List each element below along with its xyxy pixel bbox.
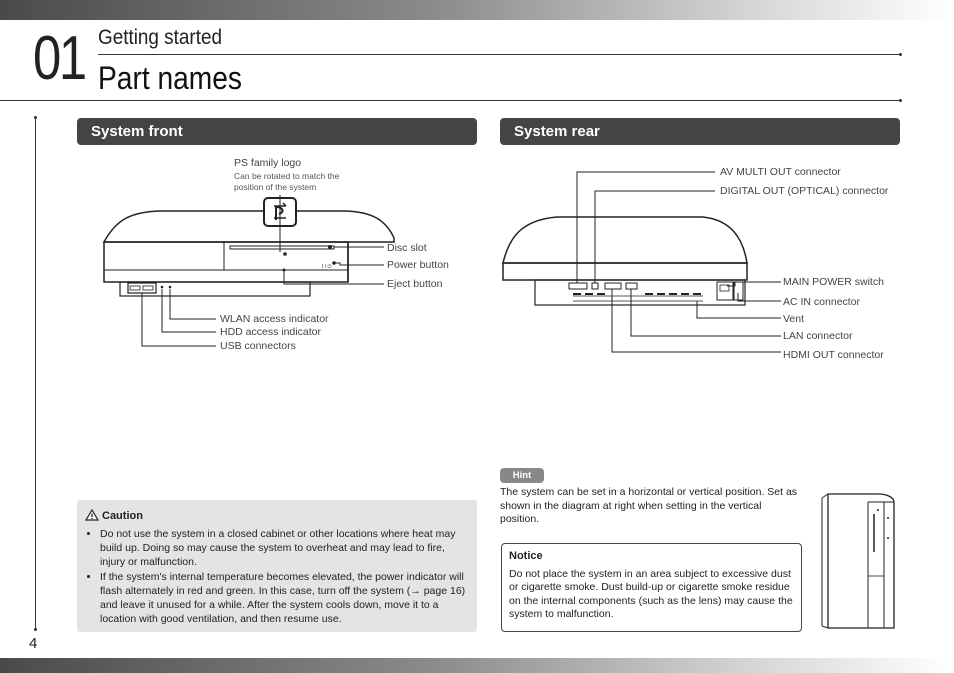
label-eject-button: Eject button bbox=[387, 278, 443, 290]
notice-box bbox=[501, 543, 802, 632]
notice-title: Notice bbox=[509, 550, 543, 562]
caution-title: Caution bbox=[102, 510, 143, 522]
chapter-title: Getting started bbox=[98, 26, 222, 49]
label-usb-connectors: USB connectors bbox=[220, 340, 296, 352]
rule-dot bbox=[34, 628, 37, 631]
label-main-power: MAIN POWER switch bbox=[783, 276, 884, 288]
label-av-multi-out: AV MULTI OUT connector bbox=[720, 166, 841, 178]
page-number: 4 bbox=[29, 635, 38, 652]
label-disc-slot: Disc slot bbox=[387, 242, 427, 254]
hint-text: The system can be set in a horizontal or vertical position. Set as shown in the diagram at right when setting in the vertical position. bbox=[500, 486, 798, 525]
label-logo-note-1: Can be rotated to match the bbox=[234, 171, 340, 181]
label-ps-logo: PS family logo bbox=[234, 157, 302, 169]
label-logo-note-2: position of the system bbox=[234, 182, 317, 192]
notice-text: Do not place the system in an area subject to excessive dust or cigarette smoke. Dust build-up or cigarette smoke residue on the internal components (such as the lens) may cause the system to malfunction. bbox=[509, 567, 793, 620]
label-ac-in: AC IN connector bbox=[783, 296, 861, 308]
label-power-button: Power button bbox=[387, 259, 449, 271]
page-title: Part names bbox=[98, 60, 242, 96]
label-vent: Vent bbox=[783, 313, 805, 325]
rule-dot bbox=[34, 116, 37, 119]
section-header-front: System front bbox=[77, 118, 477, 145]
vertical-system-illustration bbox=[818, 488, 900, 633]
hint-badge: Hint bbox=[500, 468, 544, 483]
chapter-rule bbox=[98, 54, 900, 55]
caution-item: • If the system's internal temperature becomes elevated, the power indicator will flash alternately in red and green. In this case, turn off the system (→ page 16) and leave it unused for a while. After the system cools down, move it to a location with good ventilation, and then resume use. bbox=[100, 570, 469, 626]
caution-item: • Do not use the system in a closed cabinet or other locations where heat may build up. Doing so may cause the system to overheat and may lead to fire, injury or malfunction. bbox=[100, 527, 469, 569]
section-header-rear: System rear bbox=[500, 118, 900, 145]
caution-box bbox=[77, 500, 477, 632]
title-rule bbox=[0, 100, 900, 101]
bottom-gradient-bar bbox=[0, 658, 954, 673]
svg-text:I / ⏻: I / ⏻ bbox=[322, 264, 332, 270]
label-lan: LAN connector bbox=[783, 330, 853, 342]
rule-dot bbox=[899, 53, 902, 56]
caution-list bbox=[85, 527, 469, 626]
label-hdd-indicator: HDD access indicator bbox=[220, 326, 321, 338]
margin-rule bbox=[35, 118, 36, 630]
rule-dot bbox=[899, 99, 902, 102]
chapter-number: 01 bbox=[33, 24, 85, 93]
label-digital-out: DIGITAL OUT (OPTICAL) connector bbox=[720, 185, 889, 197]
label-wlan-indicator: WLAN access indicator bbox=[220, 313, 329, 325]
top-gradient-bar bbox=[0, 0, 954, 20]
warning-triangle-icon bbox=[85, 509, 99, 525]
label-hdmi-out: HDMI OUT connector bbox=[783, 349, 884, 361]
caution-heading bbox=[85, 509, 469, 525]
